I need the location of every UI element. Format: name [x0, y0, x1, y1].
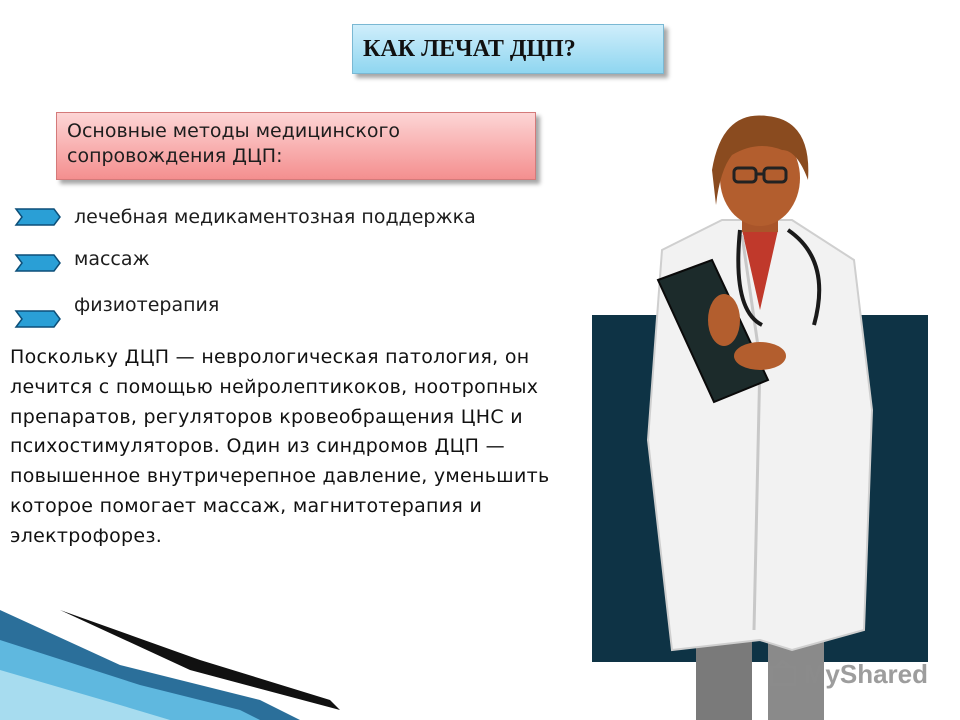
slide-title: КАК ЛЕЧАТ ДЦП?: [363, 35, 576, 62]
bullet-item: лечебная медикаментозная поддержка: [74, 206, 476, 228]
watermark-logo-icon: [768, 659, 798, 689]
watermark: [768, 656, 928, 692]
bullet-item: физиотерапия: [74, 294, 220, 316]
arrow-bullet-icon: [14, 309, 62, 329]
methods-heading-box: [56, 112, 536, 180]
decorative-waves: [0, 570, 420, 720]
doctor-illustration: [592, 110, 928, 720]
bullet-item: массаж: [74, 248, 150, 270]
title-box: [352, 24, 664, 74]
arrow-bullet-icon: [14, 253, 62, 273]
body-paragraph: Поскольку ДЦП — неврологическая патология, он лечится с помощью нейролептикоков, ноотропных препаратов, регуляторов кровеобращения ЦНС и психостимуляторов. Один из синдромов ДЦП — повышенное внутричерепное давление, уменьшить которое помогает массаж, магнитотерапия и электрофорез.: [10, 346, 550, 547]
methods-heading: Основные методы медицинского сопровождения ДЦП:: [67, 120, 401, 167]
watermark-text: MyShared: [803, 658, 928, 689]
arrow-bullet-icon: [14, 207, 62, 227]
